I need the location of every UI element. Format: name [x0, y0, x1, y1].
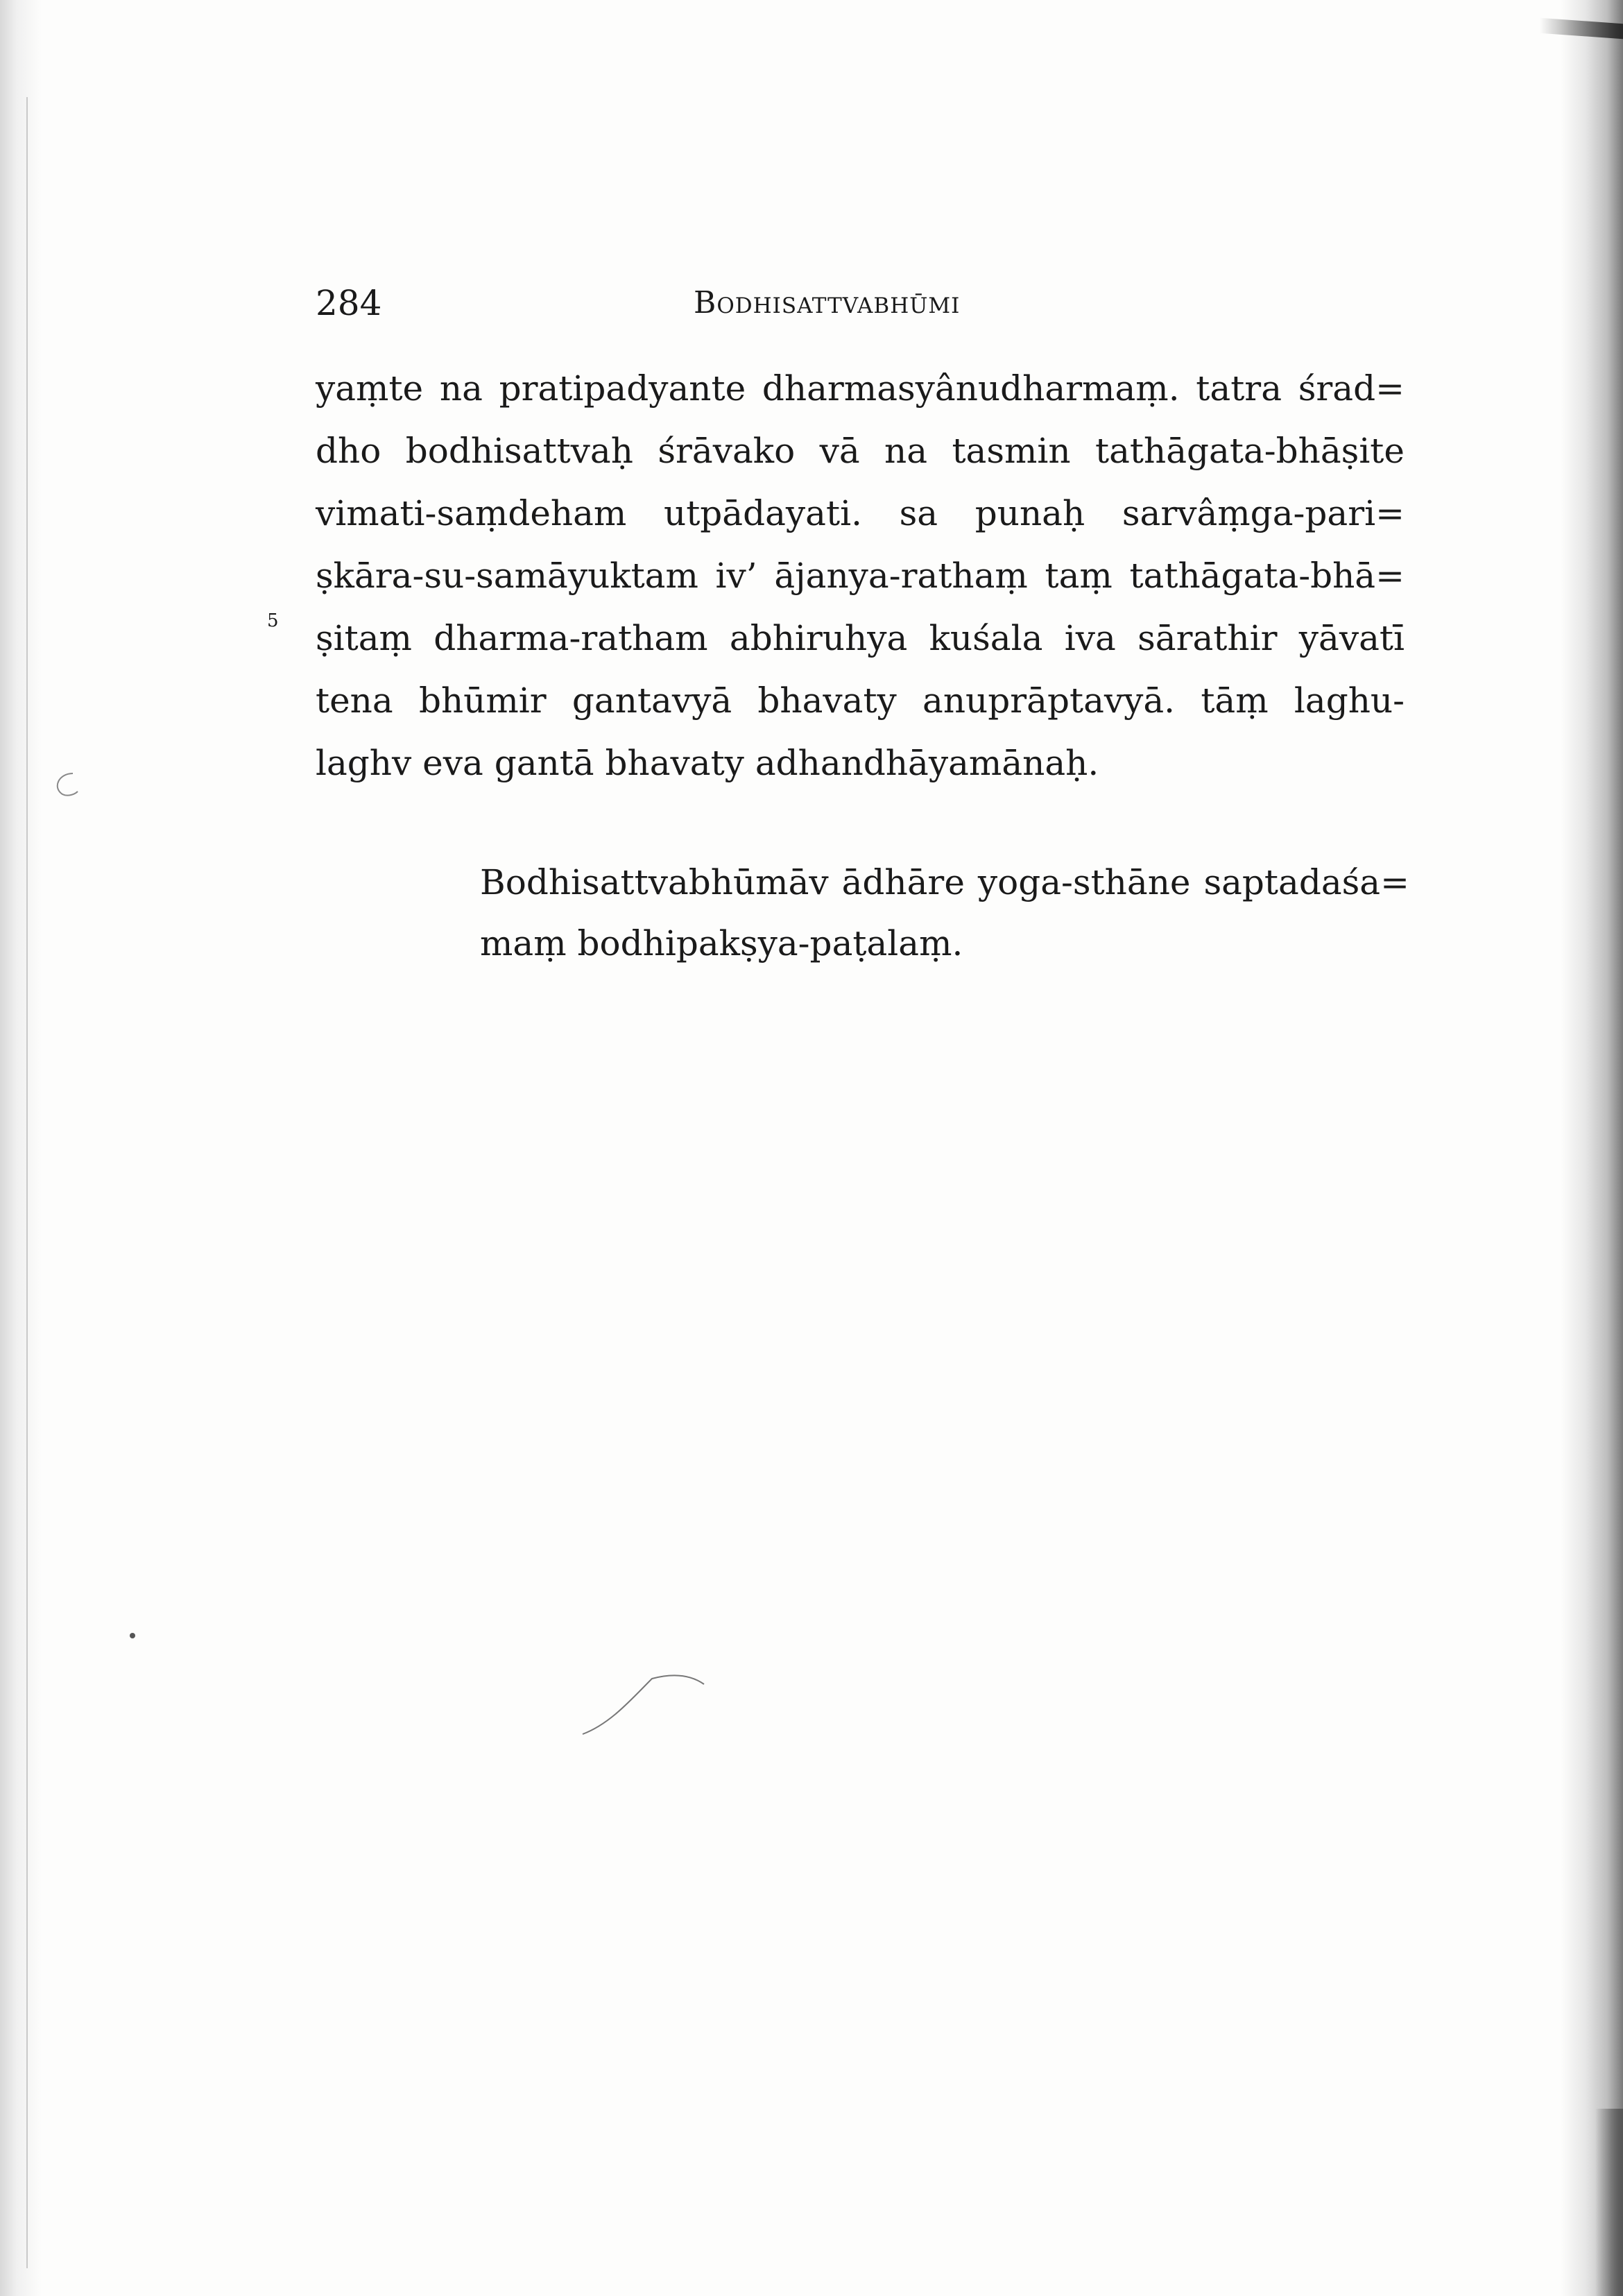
colophon-line: Bodhisattvabhūmāv ādhāre yoga-sthāne saptadaśa=	[480, 862, 1409, 902]
body-line: vimati-saṃdeham utpādayati. sa punaḥ sarvâṃga-pari=	[316, 493, 1405, 533]
scan-edge-left	[0, 0, 42, 2296]
body-line: laghv eva gantā bhavaty adhandhāyamānaḥ.	[316, 743, 1099, 783]
ink-dot-mark	[128, 1631, 137, 1640]
body-paragraph	[316, 357, 1405, 794]
scan-edge-left-line	[26, 97, 28, 2268]
body-line: tena bhūmir gantavyā bhavaty anuprāptavyā. tāṃ laghu-	[316, 680, 1405, 721]
chapter-colophon	[480, 852, 1409, 974]
pencil-stroke-mark	[42, 766, 83, 801]
body-line: yaṃte na pratipadyante dharmasyânudharmaṃ. tatra śrad=	[316, 368, 1405, 409]
pencil-stroke-mark	[576, 1665, 714, 1741]
body-line: ṣkāra-su-samāyuktam iv’ ājanya-rathaṃ taṃ tathāgata-bhā=	[316, 556, 1405, 596]
running-title: Bodhisattvabhūmi	[694, 285, 961, 320]
margin-line-number: 5	[267, 610, 279, 631]
body-line: ṣitaṃ dharma-ratham abhiruhya kuśala iva sārathir yāvatī	[316, 618, 1405, 658]
running-head	[316, 279, 1425, 327]
scan-edge-right	[1561, 0, 1623, 2296]
body-line: dho bodhisattvaḥ śrāvako vā na tasmin tathāgata-bhāṣite	[316, 431, 1405, 471]
page-number: 284	[316, 283, 382, 323]
colophon-line: maṃ bodhipakṣya-paṭalaṃ.	[480, 923, 963, 963]
scan-edge-right-bottom	[1595, 2109, 1623, 2296]
